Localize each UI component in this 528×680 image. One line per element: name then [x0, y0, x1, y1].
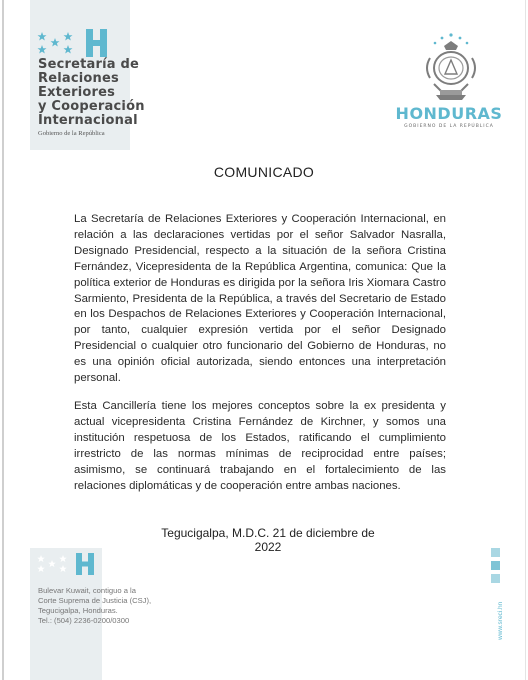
website-link[interactable]: www.sreci.hn	[497, 601, 504, 640]
footer-logo	[36, 552, 100, 576]
star-icon	[38, 32, 47, 41]
address-line: Tel.: (504) 2236-0200/0300	[38, 616, 130, 625]
address-line: Corte Suprema de Justicia (CSJ),	[38, 596, 152, 605]
document-body	[74, 212, 446, 506]
decorative-squares	[491, 548, 500, 587]
star-icon	[48, 560, 56, 567]
ministry-name-line: Relaciones	[38, 71, 119, 86]
country-name: HONDURAS	[395, 104, 503, 123]
ministry-name-line: Exteriores	[38, 85, 116, 100]
star-icon	[64, 32, 73, 41]
address-line: Bulevar Kuwait, contiguo a la	[38, 586, 136, 595]
place-and-date: Tegucigalpa, M.D.C. 21 de diciembre de 2022	[161, 526, 375, 554]
star-icon	[37, 555, 45, 562]
star-icon	[37, 565, 45, 572]
ministry-name-line: y Cooperación	[38, 99, 145, 114]
ministry-logo	[36, 28, 116, 58]
star-icon	[38, 32, 73, 54]
ministry-name-line: Secretaría de	[38, 57, 139, 72]
star-icon	[59, 565, 67, 572]
h-logo-icon	[86, 29, 107, 57]
star-icon	[64, 45, 73, 54]
star-icon	[51, 38, 60, 47]
address-line: Tegucigalpa, Honduras.	[38, 606, 118, 615]
document-title: COMUNICADO	[213, 164, 315, 180]
body-paragraph: La Secretaría de Relaciones Exteriores y Cooperación Internacional, en relación a las declaraciones vertidas por el señor Salvador Nasralla, Designado Presidencial, respecto a la situación de la señora Cristina Fernández, Vicepresidenta de la República Argentina, comunica: Que la política exterior de Honduras es dirigida por la señora Iris Xiomara Castro Sarmiento, Presidenta de la República, a través del Secretario de Estado en los Despachos de Relaciones Exteriores y Cooperación Internacional, por tanto, cualquier expresión vertida por el señor Designado Presidencial o cualquier otro funcionario del Gobierno de Honduras, no es una opinión oficial autorizada, siendo entonces una interpretación personal.	[74, 213, 446, 385]
ministry-name	[38, 58, 158, 137]
h-logo-icon	[76, 553, 94, 575]
star-icon	[38, 45, 47, 54]
coat-of-arms-icon	[420, 32, 482, 102]
star-icon	[59, 555, 67, 562]
ministry-name-line: Internacional	[38, 113, 138, 128]
country-subtitle: GOBIERNO DE LA REPÚBLICA	[404, 124, 494, 129]
body-paragraph: Esta Cancillería tiene los mejores conceptos sobre la ex presidenta y actual vicepresidenta Cristina Fernández de Kirchner, y somos una institución respetuosa de los Estados, ratificando el cumplimiento irrestricto de las normas mínimas de reciprocidad entre países; asimismo, se continuará trabajando en el fortalecimiento de las relaciones diplomáticas y de cooperación entre ambas naciones.	[74, 399, 446, 492]
footer-address	[38, 586, 208, 626]
ministry-subtitle: Gobierno de la República	[38, 130, 105, 137]
